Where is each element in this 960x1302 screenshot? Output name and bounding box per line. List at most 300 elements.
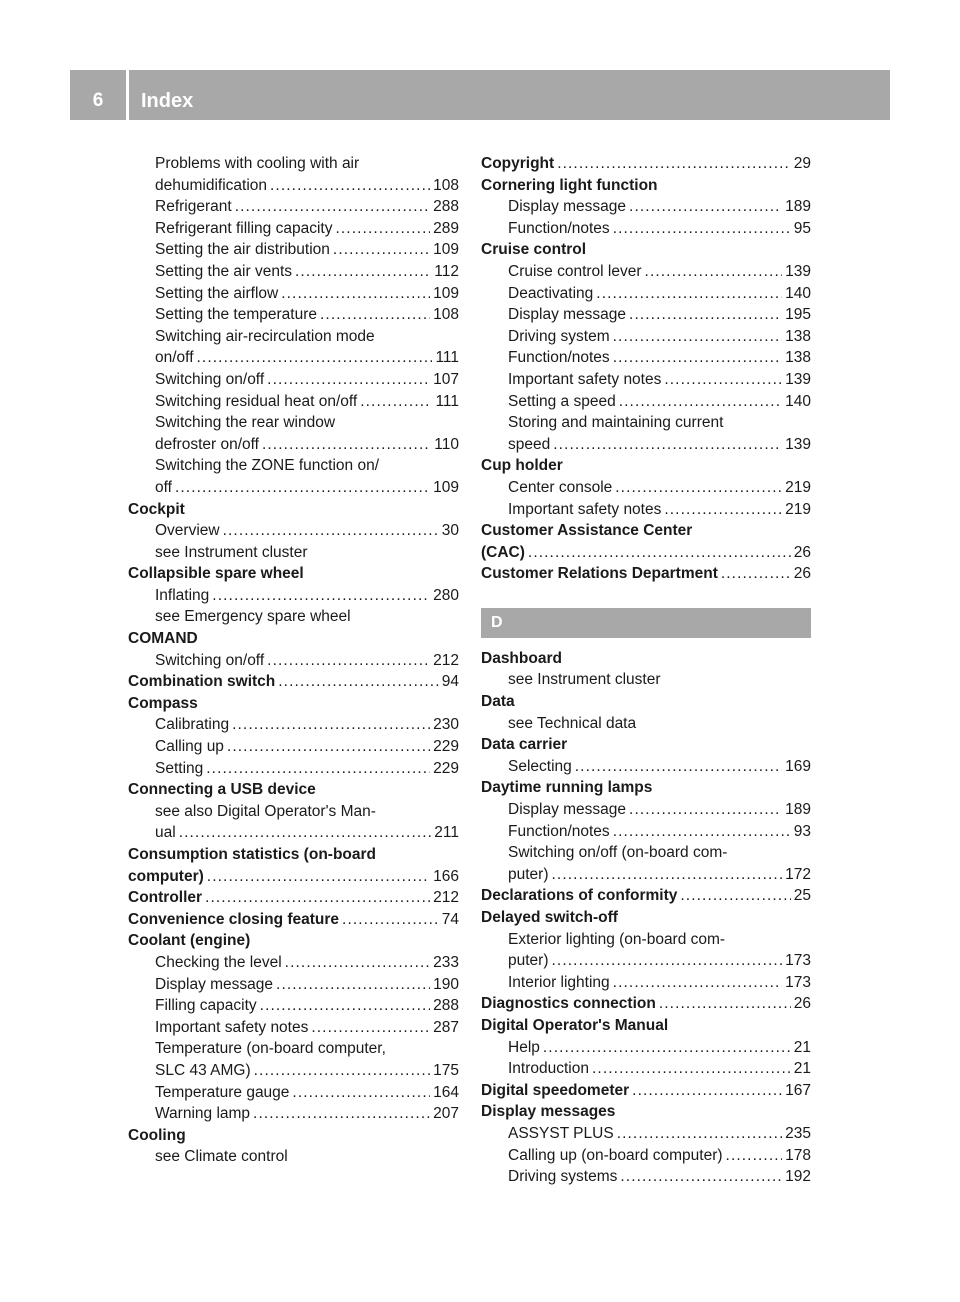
leader-dots: [342, 909, 439, 931]
leader-dots: [726, 1145, 783, 1167]
entry-text: Exterior lighting (on-board com-: [508, 930, 726, 948]
entry-text: Interior lighting: [508, 973, 610, 991]
leader-dots: [335, 218, 430, 240]
entry-text: Setting: [155, 759, 204, 777]
entry-text: Function/notes: [508, 822, 610, 840]
entry-text: Driving system: [508, 327, 610, 345]
leader-dots: [235, 196, 430, 218]
page-reference[interactable]: 288: [433, 198, 459, 216]
index-subentry: [128, 455, 459, 477]
leader-dots: [617, 1123, 782, 1145]
section-header-d: D: [481, 608, 811, 638]
page-reference[interactable]: 280: [433, 586, 459, 604]
index-subentry: [128, 1060, 459, 1082]
entry-text: Deactivating: [508, 284, 594, 302]
entry-text: Inflating: [155, 586, 210, 604]
entry-text: Setting the air distribution: [155, 241, 330, 259]
page-reference[interactable]: 109: [433, 284, 459, 302]
leader-dots: [197, 347, 433, 369]
entry-text: Coolant (engine): [128, 932, 251, 950]
page-reference[interactable]: 230: [433, 716, 459, 734]
index-subentry: [481, 326, 811, 348]
entry-text: Checking the level: [155, 953, 282, 971]
leader-dots: [575, 756, 782, 778]
index-subentry: [481, 218, 811, 240]
entry-text: Display messages: [481, 1103, 616, 1121]
index-subentry: [481, 304, 811, 326]
leader-dots: [557, 153, 791, 175]
entry-text: Important safety notes: [155, 1018, 309, 1036]
leader-dots: [212, 585, 430, 607]
entry-text: on/off: [155, 349, 194, 367]
index-subentry: [128, 952, 459, 974]
leader-dots: [721, 563, 791, 585]
page-reference[interactable]: 112: [434, 262, 459, 280]
leader-dots: [278, 671, 439, 693]
index-subentry: [128, 412, 459, 434]
entry-text: puter): [508, 865, 549, 883]
page-reference[interactable]: 26: [793, 543, 811, 561]
index-subentry: [481, 283, 811, 305]
index-subentry: [481, 391, 811, 413]
leader-dots: [281, 283, 430, 305]
index-heading: [481, 648, 811, 670]
index-subentry: [481, 756, 811, 778]
index-subentry: [128, 758, 459, 780]
page-reference[interactable]: 173: [785, 952, 811, 970]
entry-text: Filling capacity: [155, 997, 257, 1015]
page-reference[interactable]: 108: [433, 176, 459, 194]
leader-dots: [619, 391, 782, 413]
page-reference[interactable]: 167: [785, 1081, 811, 1099]
entry-text: Driving systems: [508, 1168, 618, 1186]
leader-dots: [270, 175, 430, 197]
entry-text: Switching the ZONE function on/: [155, 457, 380, 475]
page-reference[interactable]: 211: [434, 824, 459, 842]
index-subentry: [481, 347, 811, 369]
index-heading: [481, 734, 811, 756]
page-header: [70, 70, 890, 120]
index-heading: [481, 777, 811, 799]
page-reference[interactable]: 139: [785, 435, 811, 453]
page-reference[interactable]: 111: [435, 392, 459, 410]
page-reference[interactable]: 173: [785, 973, 811, 991]
index-subentry: [128, 974, 459, 996]
page-reference[interactable]: 108: [433, 306, 459, 324]
page-reference[interactable]: 107: [433, 370, 459, 388]
page-reference[interactable]: 212: [433, 651, 459, 669]
page-reference[interactable]: 21: [793, 1038, 811, 1056]
leader-dots: [613, 972, 782, 994]
index-column-left: [128, 153, 459, 1168]
leader-dots: [553, 434, 782, 456]
index-subentry: [128, 650, 459, 672]
entry-text: Switching on/off: [155, 651, 265, 669]
leader-dots: [333, 239, 430, 261]
index-subentry: [128, 995, 459, 1017]
entry-text: Cruise control lever: [508, 262, 642, 280]
page-reference[interactable]: 172: [785, 865, 811, 883]
page-reference[interactable]: 166: [433, 867, 459, 885]
leader-dots: [262, 434, 431, 456]
index-subentry: [481, 261, 811, 283]
entry-text: Display message: [508, 306, 627, 324]
leader-dots: [552, 950, 783, 972]
page-reference[interactable]: 235: [785, 1124, 811, 1142]
index-heading: [128, 563, 459, 585]
leader-dots: [254, 1060, 431, 1082]
index-subentry: [481, 669, 811, 691]
entry-text: Copyright: [481, 155, 555, 172]
entry-text: Switching residual heat on/off: [155, 392, 358, 410]
page-reference[interactable]: 74: [441, 910, 459, 928]
page-reference[interactable]: 26: [793, 995, 811, 1013]
index-heading: [481, 907, 811, 929]
leader-dots: [613, 821, 791, 843]
entry-text: Setting a speed: [508, 392, 616, 410]
entry-text: computer): [128, 867, 204, 885]
index-subentry: [481, 1123, 811, 1145]
leader-dots: [206, 758, 430, 780]
entry-text: Declarations of conformity: [481, 887, 678, 905]
entry-text: Cornering light function: [481, 176, 658, 194]
index-subentry: [128, 326, 459, 348]
entry-text: Calibrating: [155, 716, 230, 734]
page-reference[interactable]: 219: [785, 478, 811, 496]
entry-text: Center console: [508, 478, 613, 496]
index-group-d: [481, 648, 811, 1188]
page-number: 6: [92, 90, 104, 111]
entry-text: COMAND: [128, 630, 198, 648]
leader-dots: [664, 499, 782, 521]
index-subentry: [128, 434, 459, 456]
entry-text: Problems with cooling with air: [155, 155, 360, 172]
index-heading: [481, 1080, 811, 1102]
entry-text: see Instrument cluster: [155, 543, 308, 561]
entry-text: Data carrier: [481, 736, 568, 754]
entry-text: Setting the airflow: [155, 284, 279, 302]
entry-text: see Emergency spare wheel: [155, 608, 351, 626]
index-subentry: [128, 283, 459, 305]
index-heading: [481, 542, 811, 564]
page-reference[interactable]: 111: [435, 349, 459, 367]
page-reference[interactable]: 95: [793, 219, 811, 237]
page-reference[interactable]: 109: [433, 478, 459, 496]
leader-dots: [292, 1082, 430, 1104]
entry-text: Temperature (on-board computer,: [155, 1040, 386, 1058]
leader-dots: [175, 477, 430, 499]
leader-dots: [615, 477, 782, 499]
page-reference[interactable]: 289: [433, 219, 459, 237]
page-reference[interactable]: 169: [785, 757, 811, 775]
leader-dots: [267, 650, 430, 672]
leader-dots: [207, 866, 430, 888]
index-heading: [481, 563, 811, 585]
page-reference[interactable]: 110: [434, 435, 459, 453]
index-subentry: [481, 412, 811, 434]
index-subentry: [128, 822, 459, 844]
index-heading: [481, 455, 811, 477]
entry-text: Switching the rear window: [155, 414, 336, 432]
entry-text: Controller: [128, 889, 203, 907]
entry-text: speed: [508, 435, 551, 453]
leader-dots: [232, 714, 430, 736]
entry-text: Refrigerant: [155, 198, 232, 216]
index-heading: [481, 885, 811, 907]
leader-dots: [179, 822, 432, 844]
index-subentry: [128, 1146, 459, 1168]
entry-text: see Climate control: [155, 1148, 288, 1166]
leader-dots: [223, 520, 439, 542]
leader-dots: [227, 736, 430, 758]
entry-text: Convenience closing feature: [128, 910, 340, 928]
entry-text: Important safety notes: [508, 370, 662, 388]
entry-text: puter): [508, 952, 549, 970]
page-reference[interactable]: 164: [433, 1083, 459, 1101]
page-reference[interactable]: 288: [433, 997, 459, 1015]
index-subentry: [128, 1017, 459, 1039]
index-subentry: [481, 196, 811, 218]
header-divider: [126, 70, 129, 120]
leader-dots: [645, 261, 783, 283]
entry-text: Overview: [155, 522, 220, 540]
index-subentry: [128, 1038, 459, 1060]
index-subentry: [481, 864, 811, 886]
entry-text: Display message: [155, 975, 274, 993]
index-heading: [481, 153, 811, 175]
index-subentry: [128, 304, 459, 326]
leader-dots: [664, 369, 782, 391]
page-reference[interactable]: 189: [785, 801, 811, 819]
leader-dots: [613, 347, 782, 369]
index-subentry: [481, 369, 811, 391]
leader-dots: [205, 887, 430, 909]
entry-text: Cooling: [128, 1126, 186, 1144]
page-reference[interactable]: 140: [785, 284, 811, 302]
index-heading: [128, 1125, 459, 1147]
leader-dots: [629, 304, 782, 326]
page-reference[interactable]: 30: [441, 522, 459, 540]
leader-dots: [680, 885, 790, 907]
entry-text: Digital Operator's Manual: [481, 1016, 669, 1034]
index-subentry: [128, 801, 459, 823]
leader-dots: [320, 304, 430, 326]
index-subentry: [481, 713, 811, 735]
index-subentry: [128, 714, 459, 736]
entry-text: Cup holder: [481, 457, 563, 475]
page-reference[interactable]: 94: [441, 673, 459, 691]
entry-text: ual: [155, 824, 176, 842]
entry-text: Calling up: [155, 738, 224, 756]
entry-text: Storing and maintaining current: [508, 414, 724, 432]
leader-dots: [267, 369, 430, 391]
index-subentry: [128, 1082, 459, 1104]
entry-text: Digital speedometer: [481, 1081, 630, 1099]
entry-text: off: [155, 478, 172, 496]
index-subentry: [481, 842, 811, 864]
page-reference[interactable]: 189: [785, 198, 811, 216]
entry-text: Collapsible spare wheel: [128, 565, 304, 583]
entry-text: Function/notes: [508, 219, 610, 237]
entry-text: Temperature gauge: [155, 1083, 290, 1101]
entry-text: Data: [481, 693, 515, 711]
index-subentry: [128, 239, 459, 261]
page-reference[interactable]: 140: [785, 392, 811, 410]
index-subentry: [128, 369, 459, 391]
index-heading: [481, 520, 811, 542]
entry-text: Cruise control: [481, 241, 587, 259]
page-reference[interactable]: 26: [793, 565, 811, 583]
index-subentry: [128, 520, 459, 542]
page-reference[interactable]: 29: [793, 155, 811, 172]
index-group-c: [481, 153, 811, 585]
index-subentry: [128, 196, 459, 218]
index-heading: [481, 175, 811, 197]
leader-dots: [295, 261, 431, 283]
index-heading: [128, 930, 459, 952]
entry-text: SLC 43 AMG): [155, 1061, 251, 1079]
entry-text: Switching on/off (on-board com-: [508, 844, 728, 862]
index-heading: [481, 1015, 811, 1037]
entry-text: Help: [508, 1038, 540, 1056]
leader-dots: [629, 196, 782, 218]
index-subentry: [128, 736, 459, 758]
page-reference[interactable]: 212: [433, 889, 459, 907]
index-subentry: [128, 391, 459, 413]
page-reference[interactable]: 207: [433, 1105, 459, 1123]
index-subentry: [128, 175, 459, 197]
page-reference[interactable]: 229: [433, 738, 459, 756]
index-subentry: [481, 1037, 811, 1059]
entry-text: defroster on/off: [155, 435, 259, 453]
entry-text: Display message: [508, 198, 627, 216]
entry-text: see Instrument cluster: [508, 671, 661, 689]
leader-dots: [311, 1017, 430, 1039]
entry-text: Dashboard: [481, 649, 562, 667]
page-reference[interactable]: 287: [433, 1018, 459, 1036]
entry-text: Connecting a USB device: [128, 781, 316, 799]
index-heading: [128, 779, 459, 801]
leader-dots: [632, 1080, 782, 1102]
entry-text: dehumidification: [155, 176, 268, 194]
leader-dots: [253, 1103, 430, 1125]
index-subentry: [128, 585, 459, 607]
index-subentry: [128, 606, 459, 628]
page-reference[interactable]: 219: [785, 500, 811, 518]
index-heading: [128, 844, 459, 866]
index-subentry: [128, 153, 459, 175]
page-reference[interactable]: 233: [433, 953, 459, 971]
index-subentry: [481, 821, 811, 843]
index-heading: [481, 239, 811, 261]
entry-text: Switching air-recirculation mode: [155, 327, 375, 345]
index-subentry: [481, 929, 811, 951]
index-subentry: [481, 499, 811, 521]
leader-dots: [552, 864, 783, 886]
entry-text: Setting the air vents: [155, 262, 292, 280]
entry-text: Display message: [508, 801, 627, 819]
entry-text: Customer Relations Department: [481, 565, 718, 583]
page-reference[interactable]: 109: [433, 241, 459, 259]
leader-dots: [613, 218, 791, 240]
page-reference[interactable]: 229: [433, 759, 459, 777]
entry-text: Diagnostics connection: [481, 995, 656, 1013]
entry-text: Refrigerant filling capacity: [155, 219, 333, 237]
page-reference[interactable]: 21: [793, 1060, 811, 1078]
leader-dots: [613, 326, 782, 348]
leader-dots: [659, 993, 791, 1015]
index-heading: [128, 887, 459, 909]
entry-text: Cockpit: [128, 500, 185, 518]
index-subentry: [481, 799, 811, 821]
leader-dots: [620, 1166, 782, 1188]
page-reference[interactable]: 138: [785, 349, 811, 367]
leader-dots: [360, 391, 432, 413]
entry-text: Setting the temperature: [155, 306, 317, 324]
index-heading: [128, 866, 459, 888]
index-subentry: [128, 542, 459, 564]
entry-text: Compass: [128, 694, 198, 712]
entry-text: Selecting: [508, 757, 572, 775]
index-heading: [128, 671, 459, 693]
leader-dots: [528, 542, 791, 564]
entry-text: Daytime running lamps: [481, 779, 653, 797]
index-heading: [481, 1101, 811, 1123]
entry-text: Consumption statistics (on-board: [128, 846, 376, 863]
page-reference[interactable]: 175: [433, 1061, 459, 1079]
index-subentry: [481, 1145, 811, 1167]
page-reference[interactable]: 138: [785, 327, 811, 345]
page-reference[interactable]: 190: [433, 975, 459, 993]
entry-text: Function/notes: [508, 349, 610, 367]
index-column-right: [481, 153, 811, 1188]
entry-text: Switching on/off: [155, 370, 265, 388]
leader-dots: [276, 974, 430, 996]
page-reference[interactable]: 25: [793, 887, 811, 905]
page-reference[interactable]: 139: [785, 370, 811, 388]
index-subentry: [481, 950, 811, 972]
page-reference[interactable]: 139: [785, 262, 811, 280]
index-subentry: [128, 261, 459, 283]
leader-dots: [629, 799, 782, 821]
index-heading: [481, 993, 811, 1015]
entry-text: Warning lamp: [155, 1105, 251, 1123]
entry-text: Important safety notes: [508, 500, 662, 518]
leader-dots: [543, 1037, 791, 1059]
page-reference[interactable]: 195: [785, 306, 811, 324]
leader-dots: [592, 1058, 791, 1080]
entry-text: Introduction: [508, 1060, 589, 1078]
index-subentry: [128, 1103, 459, 1125]
page-reference[interactable]: 93: [793, 822, 811, 840]
page-reference[interactable]: 178: [785, 1146, 811, 1164]
leader-dots: [596, 283, 782, 305]
index-heading: [128, 628, 459, 650]
index-subentry: [481, 1166, 811, 1188]
index-subentry: [481, 434, 811, 456]
entry-text: see Technical data: [508, 714, 637, 732]
index-heading: [128, 499, 459, 521]
index-subentry: [128, 347, 459, 369]
entry-text: (CAC): [481, 543, 525, 561]
page-reference[interactable]: 192: [785, 1168, 811, 1186]
page-title: Index: [141, 90, 194, 112]
index-subentry: [481, 1058, 811, 1080]
leader-dots: [285, 952, 430, 974]
leader-dots: [260, 995, 430, 1017]
index-heading: [128, 693, 459, 715]
index-subentry: [481, 972, 811, 994]
